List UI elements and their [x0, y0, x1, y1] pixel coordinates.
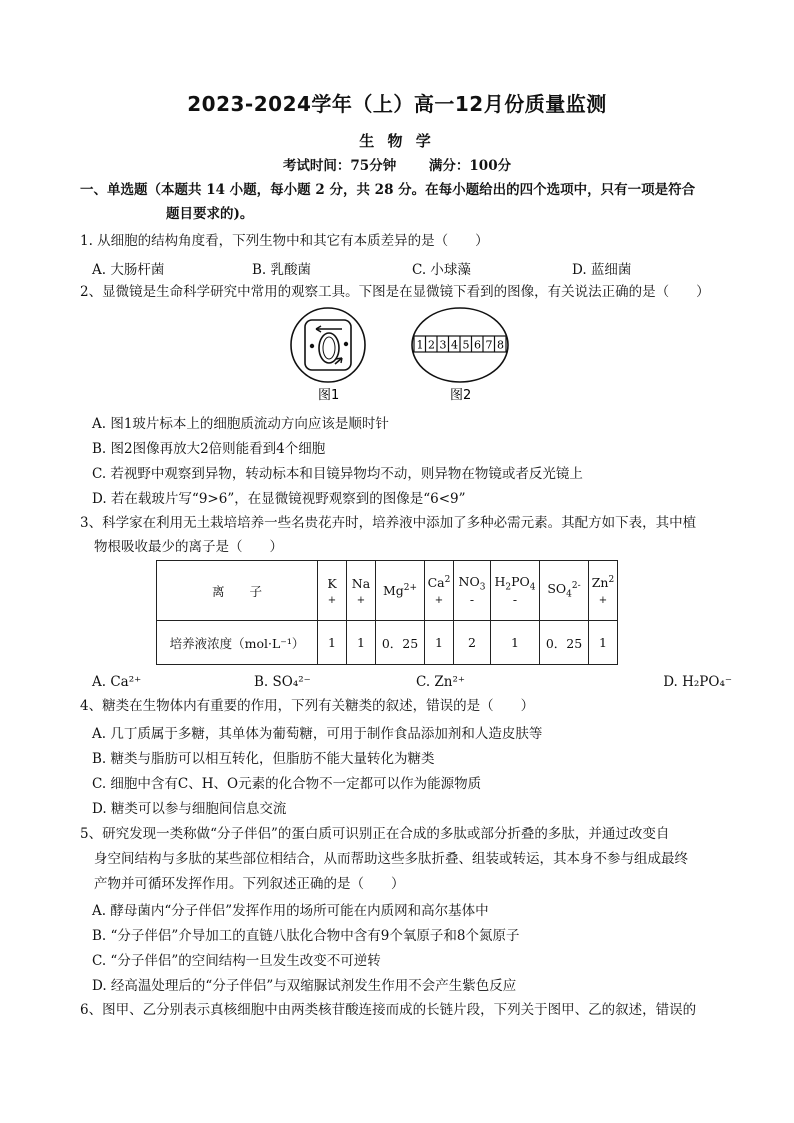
table-row-ions	[157, 561, 618, 621]
fig2-cell-6: 6	[474, 338, 481, 352]
conc-na: 1	[347, 621, 376, 665]
question-1-options	[92, 258, 732, 278]
q4-option-a: A. 几丁质属于多糖，其单体为葡萄糖，可用于制作食品添加剂和人造皮肤等	[92, 726, 543, 742]
question-3-options	[92, 674, 732, 690]
microscope-figures	[280, 304, 520, 404]
ion-zn: $Zn^2$ +	[589, 561, 618, 621]
fig1-chloroplast-1	[310, 344, 314, 348]
exam-score: 满分：100分	[428, 158, 512, 174]
q4-option-d: D. 糖类可以参与细胞间信息交流	[92, 801, 287, 817]
fig2-cell-3: 3	[439, 338, 447, 352]
q2-option-c: C. 若视野中观察到异物，转动标本和目镜异物均不动，则异物在物镜或者反光镜上	[92, 466, 583, 482]
question-1-stem: 1. 从细胞的结构角度看，下列生物中和其它有本质差异的是（ ）	[80, 233, 489, 249]
section-heading: 一、单选题（本题共 14 小题，每小题 2 分，共 28 分。在每小题给出的四个选项中，只有一项是符合	[80, 182, 696, 198]
q5-option-a: A. 酵母菌内“分子伴侣”发挥作用的场所可能在内质网和高尔基体中	[92, 903, 489, 919]
fig2-label: 图2	[450, 388, 472, 403]
ion-no3: $NO_3$ -	[454, 561, 491, 621]
fig2-cell-7: 7	[485, 338, 493, 352]
ion-so4: $SO_4^{2-}$	[540, 561, 589, 621]
q3-option-b: B. SO₄²⁻	[254, 674, 311, 690]
conc-k: 1	[318, 621, 347, 665]
section-heading-cont: 题目要求的)。	[166, 206, 254, 222]
question-6-stem: 6、图甲、乙分别表示真核细胞中由两类核苷酸连接而成的长链片段，下列关于图甲、乙的叙述，错误的	[80, 1002, 697, 1018]
q1-option-c: C. 小球藻	[412, 262, 471, 278]
ion-concentration-table	[156, 560, 618, 665]
fig2-cell-row	[414, 336, 506, 352]
q5-option-b: B. “分子伴侣”介导加工的直链八肽化合物中含有9个氧原子和8个氮原子	[92, 928, 520, 944]
ion-h2po4: $H_2PO_4$ -	[491, 561, 540, 621]
q3-option-c: C. Zn²⁺	[416, 674, 466, 690]
q1-option-d: D. 蓝细菌	[572, 262, 632, 278]
exam-info	[0, 154, 794, 174]
question-4-stem: 4、糖类在生物体内有重要的作用，下列有关糖类的叙述，错误的是（ ）	[80, 698, 535, 714]
ion-mg: $Mg^{2+}$	[376, 561, 425, 621]
fig1-vacuole-inner	[323, 337, 335, 359]
fig2-cell-5: 5	[462, 338, 470, 352]
q2-option-b: B. 图2图像再放大2倍则能看到4个细胞	[92, 441, 326, 457]
q4-option-b: B. 糖类与脂肪可以相互转化，但脂肪不能大量转化为糖类	[92, 751, 435, 767]
q1-option-b: B. 乳酸菌	[252, 262, 312, 278]
q2-option-d: D. 若在载玻片写“9>6”，在显微镜视野观察到的图像是“6<9”	[92, 491, 466, 507]
conc-ca: 1	[425, 621, 454, 665]
q5-option-c: C. “分子伴侣”的空间结构一旦发生改变不可逆转	[92, 953, 381, 969]
exam-title: 2023-2024学年（上）高一12月份质量监测	[187, 92, 607, 116]
exam-time: 考试时间：75分钟	[282, 158, 397, 174]
conc-zn: 1	[589, 621, 618, 665]
question-3-stem-2: 物根吸收最少的离子是（ ）	[94, 539, 283, 555]
q2-option-a: A. 图1玻片标本上的细胞质流动方向应该是顺时针	[92, 416, 389, 432]
ion-k: K +	[318, 561, 347, 621]
exam-subject: 生 物 学	[359, 132, 435, 150]
fig2-cell-1: 1	[416, 338, 424, 352]
fig2-cell-4: 4	[451, 338, 458, 352]
conc-so4: 0．25	[540, 621, 589, 665]
q3-option-a: A. Ca²⁺	[92, 674, 142, 690]
conc-row-label: 培养液浓度（mol·L⁻¹）	[157, 621, 318, 665]
q4-option-c: C. 细胞中含有C、H、O元素的化合物不一定都可以作为能源物质	[92, 776, 482, 792]
q3-option-d: D. H₂PO₄⁻	[663, 674, 732, 690]
fig1-chloroplast-2	[344, 342, 348, 346]
conc-h2po4: 1	[491, 621, 540, 665]
fig2-cell-8: 8	[497, 338, 504, 352]
conc-mg: 0．25	[376, 621, 425, 665]
fig1-field-circle	[291, 308, 365, 382]
question-2-stem: 2、显微镜是生命科学研究中常用的观察工具。下图是在显微镜下看到的图像，有关说法正确的是（ ）	[80, 284, 710, 300]
table-row-values	[157, 621, 618, 665]
ion-row-label: 离 子	[157, 561, 318, 621]
q5-option-d: D. 经高温处理后的“分子伴侣”与双缩脲试剂发生作用不会产生紫色反应	[92, 978, 517, 994]
fig2-cell-2: 2	[428, 338, 435, 352]
question-5-stem-3: 产物并可循环发挥作用。下列叙述正确的是（ ）	[94, 876, 405, 892]
fig1-label: 图1	[318, 388, 340, 403]
question-5-stem-1: 5、研究发现一类称做“分子伴侣”的蛋白质可识别正在合成的多肽或部分折叠的多肽，并通过改变自	[80, 826, 670, 842]
question-5-stem-2: 身空间结构与多肽的某些部位相结合，从而帮助这些多肽折叠、组装或转运，其本身不参与组成最终	[94, 851, 688, 867]
ion-ca: $Ca^2$ +	[425, 561, 454, 621]
conc-no3: 2	[454, 621, 491, 665]
ion-na: Na +	[347, 561, 376, 621]
question-3-stem-1: 3、科学家在利用无土栽培培养一些名贵花卉时，培养液中添加了多种必需元素。其配方如下表，其中植	[80, 515, 697, 531]
q1-option-a: A. 大肠杆菌	[92, 262, 165, 278]
